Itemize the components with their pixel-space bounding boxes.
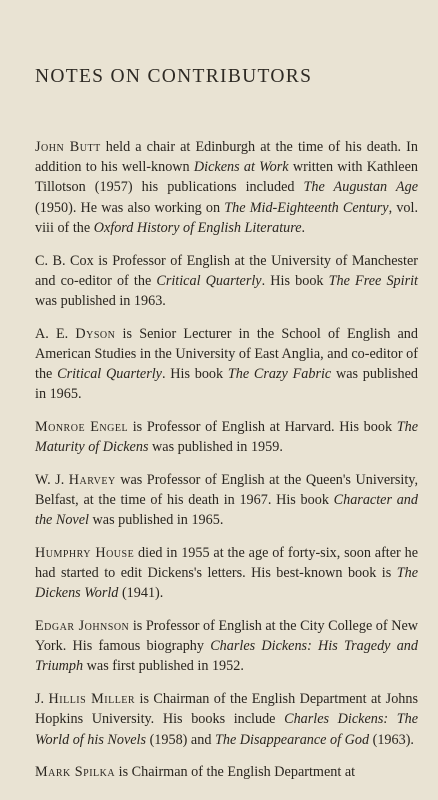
book-title: The Disappearance of God	[214, 731, 370, 748]
book-title: Critical Quarterly	[156, 272, 262, 289]
entry-text: is Professor of English at the City College of New York. His famous biography	[35, 618, 418, 655]
contributor-entry	[35, 689, 418, 750]
entry-text: written with Kathleen Tillotson (1957) his publications included	[35, 159, 418, 196]
entry-text: was first published in 1952.	[83, 658, 244, 675]
entry-text: is Professor of English at the University of Manchester and co-editor of the	[35, 252, 418, 289]
entry-text: was Professor of English at the Queen's University, Belfast, at the time of his death in 1967. His book	[35, 471, 418, 509]
entry-text: J.	[35, 691, 49, 708]
entry-text: (1963).	[369, 731, 414, 748]
entry-text: is Professor of English at Harvard. His book	[128, 418, 397, 435]
entry-text: was published in 1963.	[35, 292, 166, 309]
entry-text: was published in 1965.	[88, 512, 224, 529]
book-title: The Mid-Eighteenth Century	[224, 199, 389, 216]
contributor-list	[35, 137, 418, 782]
book-title: Critical Quarterly	[57, 366, 162, 383]
entry-text: . His book	[261, 272, 329, 289]
entry-text: , vol. viii of the	[35, 199, 419, 236]
entry-text: W. J.	[35, 471, 69, 488]
contributor-name: John Butt	[35, 139, 101, 155]
entry-text: is Chairman of the English Department at	[115, 764, 356, 781]
contributor-name: Harvey	[68, 471, 116, 488]
book-title: Charles Dickens: The World of his Novels	[35, 711, 418, 748]
contributor-entry	[35, 616, 418, 677]
entry-text: .	[301, 219, 306, 236]
book-title: Character and the Novel	[35, 492, 418, 529]
entry-text: was published in 1959.	[148, 439, 283, 456]
book-title: Dickens at Work	[193, 159, 289, 176]
page-heading: NOTES ON CONTRIBUTORS	[35, 66, 313, 87]
book-title: Oxford History of English Literature	[93, 219, 302, 236]
book-title: The Dickens World	[35, 565, 418, 602]
entry-text: . His book	[161, 366, 228, 383]
contributor-name: Hillis Miller	[48, 691, 136, 708]
book-title: The Free Spirit	[328, 272, 418, 289]
entry-text: died in 1955 at the age of forty-six, soon after he had started to edit Dickens's letters. His best-known book is	[35, 544, 418, 582]
entry-text: is Senior Lecturer in the School of English and American Studies in the University of East Anglia, and co-editor of the	[35, 325, 418, 383]
contributor-name: Humphry House	[35, 544, 135, 561]
entry-text: held a chair at Edinburgh at the time of his death. In addition to his well-known	[35, 139, 418, 176]
contributor-entry	[35, 417, 418, 457]
entry-text: (1941).	[118, 585, 164, 602]
book-title: The Maturity of Dickens	[35, 418, 418, 456]
book-title: Charles Dickens: His Tragedy and Triumph	[35, 638, 418, 675]
entry-text: C. B. Cox	[35, 252, 94, 269]
contributor-entry	[35, 470, 418, 531]
contributor-entry	[35, 762, 418, 782]
contributor-entry	[35, 251, 418, 312]
contributor-entry	[35, 137, 418, 238]
book-title: The Crazy Fabric	[227, 366, 332, 383]
entry-text: is Chairman of the English Department at Johns Hopkins University. His books include	[35, 691, 418, 728]
entry-text: was published in 1965.	[35, 366, 418, 403]
entry-text: A. E.	[35, 325, 76, 342]
contributor-name: Edgar Johnson	[35, 618, 130, 635]
contributor-entry	[35, 324, 418, 405]
contributor-entry	[35, 543, 418, 604]
contributor-name: Mark Spilka	[35, 764, 116, 781]
book-title: The Augustan Age	[303, 179, 418, 196]
entry-text: (1958) and	[146, 731, 215, 748]
contributor-name: Dyson	[75, 325, 116, 342]
entry-text: (1950). He was also working on	[35, 199, 225, 216]
contributor-name: Monroe Engel	[35, 418, 129, 435]
